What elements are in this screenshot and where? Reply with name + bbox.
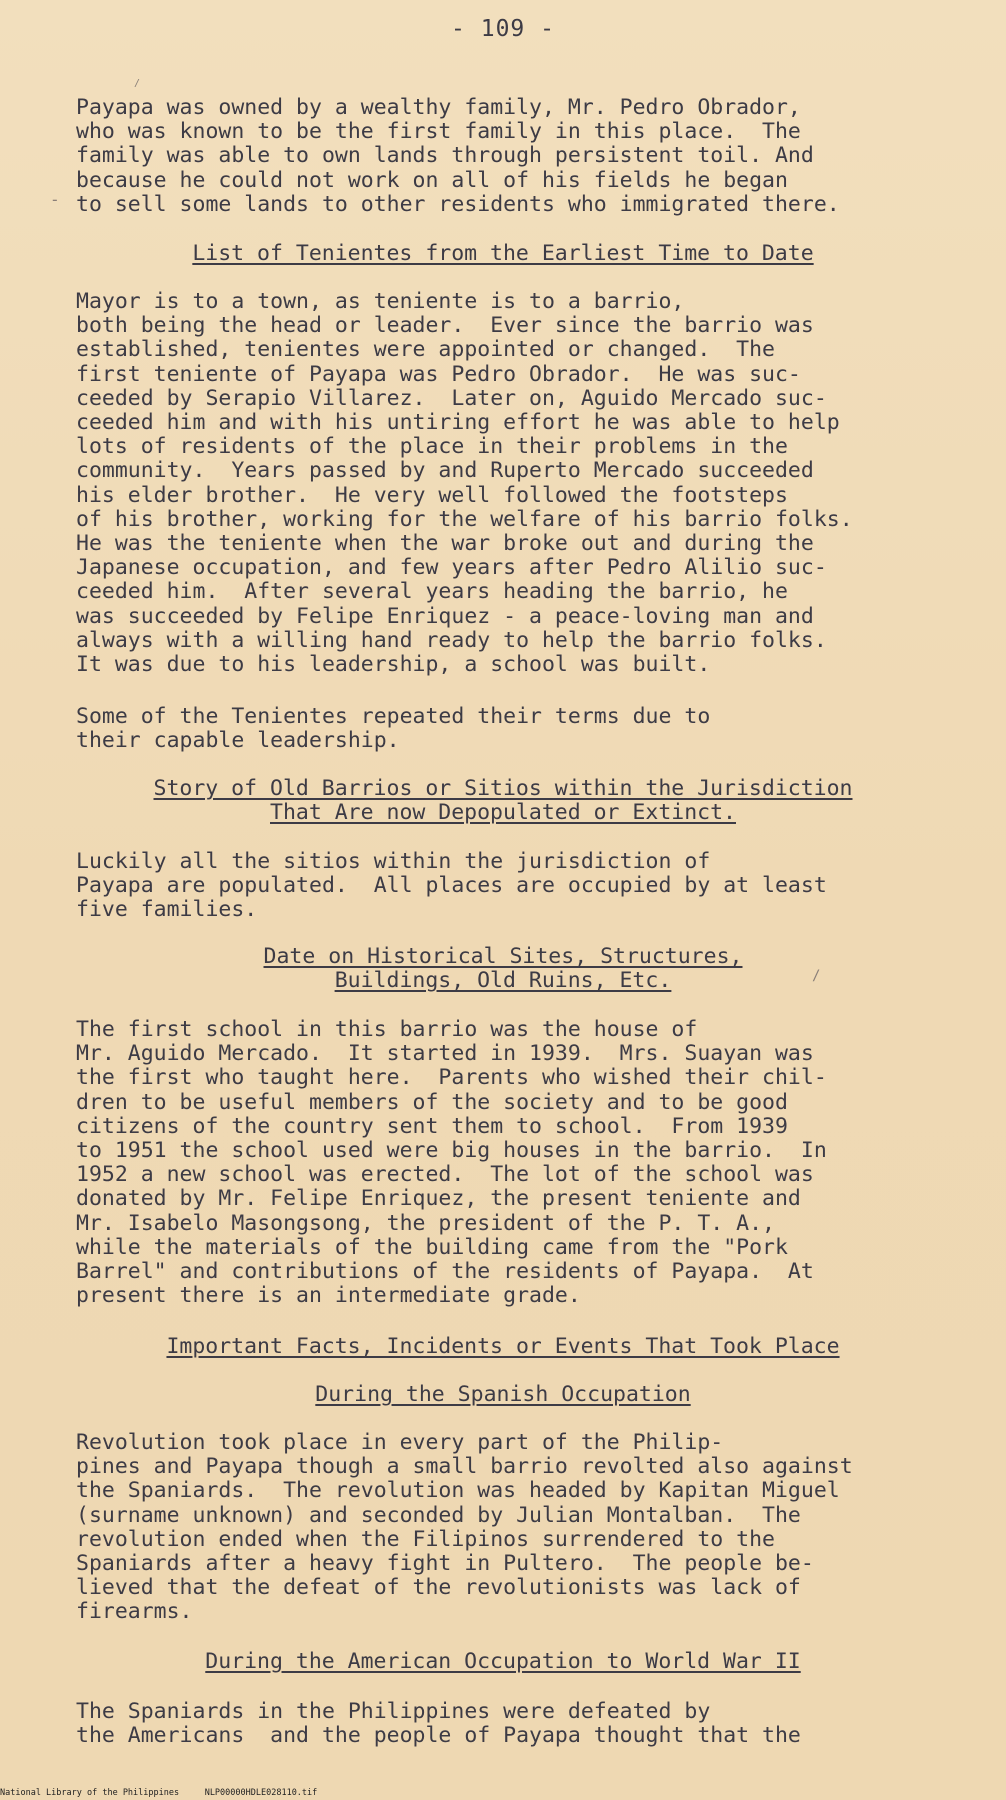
heading-text xyxy=(0,801,1006,825)
page-number: - 109 - xyxy=(451,16,555,42)
heading-line-1: Date on Historical Sites, Structures, xyxy=(263,944,743,969)
heading-historical-sites xyxy=(0,945,1006,993)
paragraph-tenientes: Mayor is to a town, as teniente is to a barrio, both being the head or leader. Ever since the barrio was established, tenientes were appointed or changed. The first teniente of Payapa was Pedro Obrador. He was suc- ceeded by Serapio Villarez. Later on, Aguido Mercado suc- ceeded him and with his untiring effort he was able to help lots of residents of the place in their problems in the community. Years passed by and Ruperto Mercado succeeded his elder brother. He very well followed the footsteps of his brother, working for the welfare of his barrio folks. He was the teniente when the war broke out and during the Japanese occupation, and few years after Pedro Alilio suc- ceeded him. After several years heading the barrio, he was succeeded by Felipe Enriquez - a peace-loving man and always with a willing hand ready to help the barrio folks. It was due to his leadership, a school was built. xyxy=(76,289,853,678)
paragraph-school: The first school in this barrio was the house of Mr. Aguido Mercado. It started in 1939. Mrs. Suayan was the first who taught here. Parents who wished their chil- dren to be useful members of the society and to be good citizens of the country sent them to school. From 1939 to 1951 the school used were big houses in the barrio. In 1952 a new school was erected. The lot of the school was donated by Mr. Felipe Enriquez, the present teniente and Mr. Isabelo Masongsong, the president of the P. T. A., while the materials of the building came from the "Pork Barrel" and contributions of the residents of Payapa. At present there is an intermediate grade. xyxy=(76,1017,827,1309)
heading-text: Important Facts, Incidents or Events That Took Place xyxy=(166,1334,840,1359)
margin-mark: - xyxy=(50,190,60,209)
heading-old-barrios xyxy=(0,777,1006,825)
archive-footer: National Library of the Philippines NLP00000HDLE028110.tif xyxy=(0,1788,318,1798)
heading-text: During the Spanish Occupation xyxy=(315,1382,691,1407)
heading-text xyxy=(0,777,1006,801)
paragraph-terms: Some of the Tenientes repeated their terms due to their capable leadership. xyxy=(76,704,711,754)
heading-text xyxy=(0,969,1006,993)
margin-mark: / xyxy=(134,78,141,89)
heading-line-1: Story of Old Barrios or Sitios within the Jurisdiction xyxy=(153,776,853,801)
paragraph-ownership: Payapa was owned by a wealthy family, Mr. Pedro Obrador, who was known to be the first family in this place. The family was able to own lands through persistent toil. And because he could not work on all of his fields he began to sell some lands to other residents who immigrated there. xyxy=(76,95,840,217)
heading-tenientes xyxy=(0,242,1006,266)
heading-text xyxy=(0,945,1006,969)
heading-text: List of Tenientes from the Earliest Time to Date xyxy=(192,241,814,266)
paragraph-americans: The Spaniards in the Philippines were defeated by the Americans and the people of Payapa thought that the xyxy=(76,1699,801,1749)
heading-important-facts xyxy=(0,1335,1006,1359)
heading-line-2: Buildings, Old Ruins, Etc. xyxy=(334,968,672,994)
heading-spanish-occupation xyxy=(0,1383,1006,1407)
margin-mark: / xyxy=(812,968,821,984)
paragraph-sitios: Luckily all the sitios within the jurisdiction of Payapa are populated. All places are occupied by at least five families. xyxy=(76,849,827,923)
heading-line-2: That Are now Depopulated or Extinct. xyxy=(270,800,736,826)
heading-text: During the American Occupation to World War II xyxy=(205,1649,801,1674)
heading-american-occupation xyxy=(0,1650,1006,1674)
paragraph-revolution: Revolution took place in every part of the Philip- pines and Payapa though a small barrio revolted also against the Spaniards. The revolution was headed by Kapitan Miguel (surname unknown) and seconded by Julian Montalban. The revolution ended when the Filipinos surrendered to the Spaniards after a heavy fight in Pultero. The people be- lieved that the defeat of the revolutionists was lack of firearms. xyxy=(76,1430,853,1625)
